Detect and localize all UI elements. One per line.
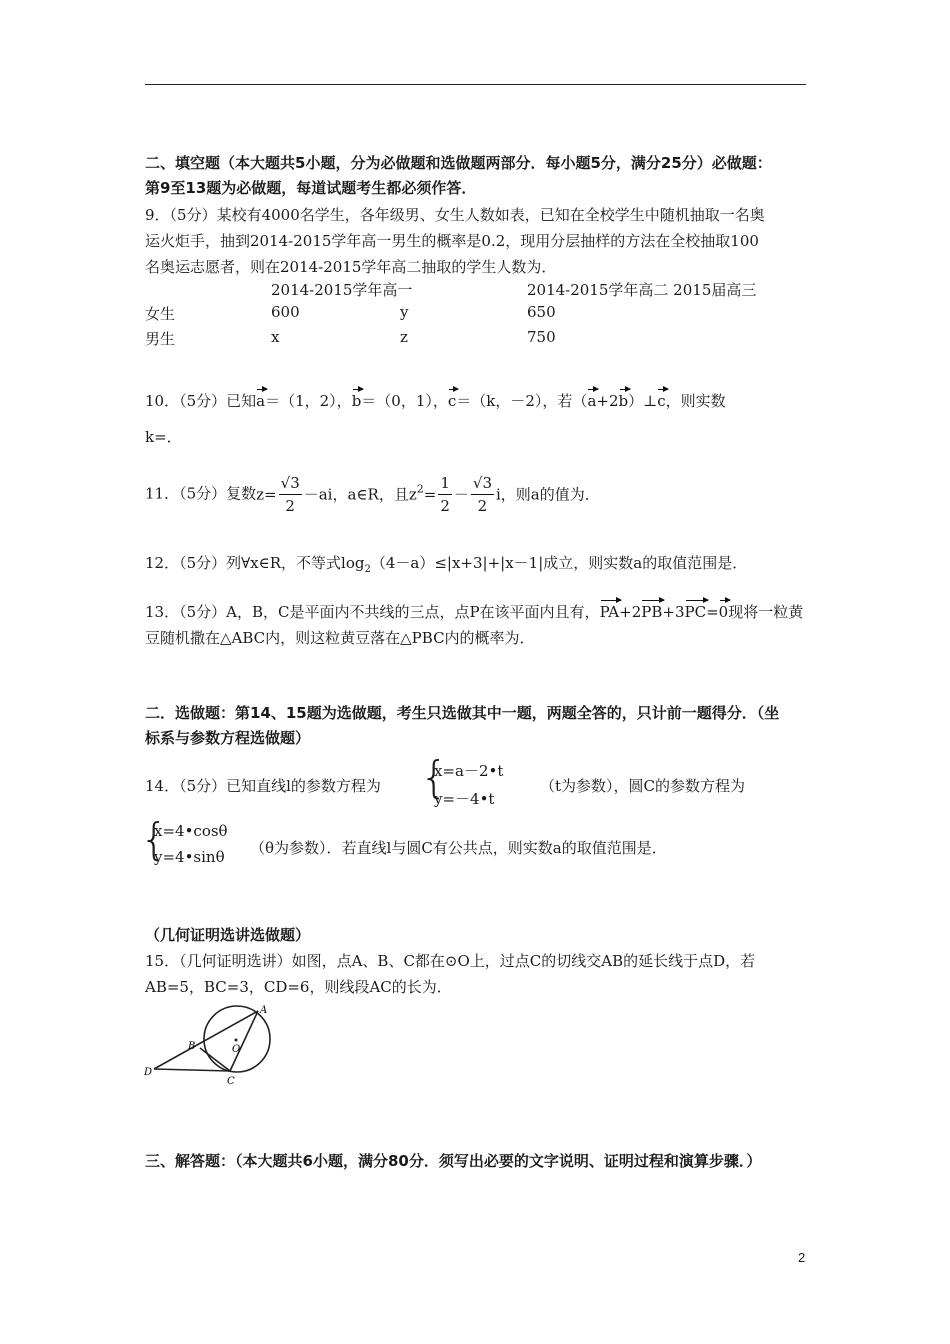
section-3-heading: 三、解答题：（本大题共6小题，满分80分．须写出必要的文字说明、证明过程和演算步骤．） [145,1152,762,1170]
section-2-heading-line2: 第9至13题为必做题，每道试题考生都必须作答． [145,179,477,197]
vector-PB: PB [641,603,663,621]
q14-prefix: 14．（5分）已知直线l的参数方程为 [145,777,381,795]
table-header-3: 2014-2015学年高二 2015届高三 [527,281,757,299]
q13-line2: 豆随机撒在△ABC内，则这粒黄豆落在△PBC内的概率为． [145,629,535,647]
geometry-section-heading: （几何证明选讲选做题） [145,926,311,944]
table-cell: x [271,328,280,346]
label-O: O [232,1044,241,1055]
optional-section-heading-line2: 标系与参数方程选做题） [145,729,311,747]
label-C: C [227,1076,235,1087]
vector-a: a [587,392,597,410]
q15-line1: 15．（几何证明选讲）如图，点A、B、C都在⊙O上，过点C的切线交AB的延长线于点D，若 [145,952,756,970]
fraction-one-half: $\frac{1}{2}$ [440,474,450,515]
label-A: A [260,1005,268,1016]
tangent-line-DC [154,1069,230,1071]
q12-line: 12．（5分）列∀x∈R，不等式$\log_2(4-a)\le|x+3|+|x-1|$成立，则实数a的取值范围是． [145,554,748,575]
vector-zero: 0 [718,603,729,621]
fraction-sqrt3-over-2: $\frac{√3}{2}$ [280,474,300,515]
vector-c: c [657,392,666,410]
section-2-heading-line1: 二、填空题（本大题共5小题，分为必做题和选做题两部分．每小题5分，满分25分）必做题： [145,154,772,172]
q9-line3: 名奥运志愿者，则在2014-2015学年高二抽取的学生人数为． [145,258,557,276]
brace-icon: { [140,814,168,865]
table-cell: 650 [527,303,556,321]
vector-b: b [618,392,629,410]
optional-section-heading-line1: 二．选做题：第14、15题为选做题，考生只选做其中一题，两题全答的，只计前一题得分．（坐 [145,704,780,722]
table-cell: z [400,328,408,346]
q9-line1: 9．（5分）某校有4000名学生，各年级男、女生人数如表，已知在全校学生中随机抽取一名奥 [145,206,765,224]
table-header-1: 2014-2015学年高一 [271,281,413,299]
vector-PA: PA [599,603,620,621]
table-cell: y [400,303,409,321]
q14-suffix: （θ为参数）．若直线l与圆C有公共点，则实数a的取值范围是． [250,839,667,857]
table-cell: 女生 [145,305,176,323]
fraction-sqrt3-over-2: $\frac{√3}{2}$ [472,474,492,515]
brace-icon: { [420,752,448,803]
q14-mid: （t为参数），圆C的参数方程为 [540,777,746,795]
label-B: B [188,1041,196,1052]
chord-AC [230,1011,258,1071]
vector-PC: PC [684,603,707,621]
q15-line2: AB=5，BC=3，CD=6，则线段AC的长为． [145,978,452,996]
vector-b: b [351,392,362,410]
q10-line1: 10．（5分）已知a＝（1，2），b＝（0，1），c＝（k，－2），若（a+2b）⊥c，则实数 [145,392,726,410]
vector-a: a [256,392,266,410]
q13-line1: 13．（5分）A，B，C是平面内不共线的三点，点P在该平面内且有，PA+2PB+3PC=0现将一粒黄 [145,603,804,621]
secant-line-DA [154,1011,258,1069]
header-rule [145,84,806,85]
vector-c: c [447,392,457,410]
center-point [235,1039,238,1042]
chord-BC [200,1048,230,1071]
q10-line2: k=． [145,428,182,446]
q9-line2: 运火炬手，抽到2014-2015学年高一男生的概率是0.2，现用分层抽样的方法在全校抽取100 [145,232,759,250]
q11-line: 11．（5分）复数z= $\frac{√3}{2}$ －ai，a∈R，且$z^2=$ $\frac{1}{2}$ － $\frac{√3}{2}$ i，则a的值为． [145,474,600,515]
table-cell: 750 [527,328,556,346]
label-D: D [144,1067,153,1078]
table-cell: 600 [271,303,300,321]
page-number: 2 [798,1250,806,1265]
circle-tangent-figure [140,1002,280,1092]
table-cell: 男生 [145,330,176,348]
